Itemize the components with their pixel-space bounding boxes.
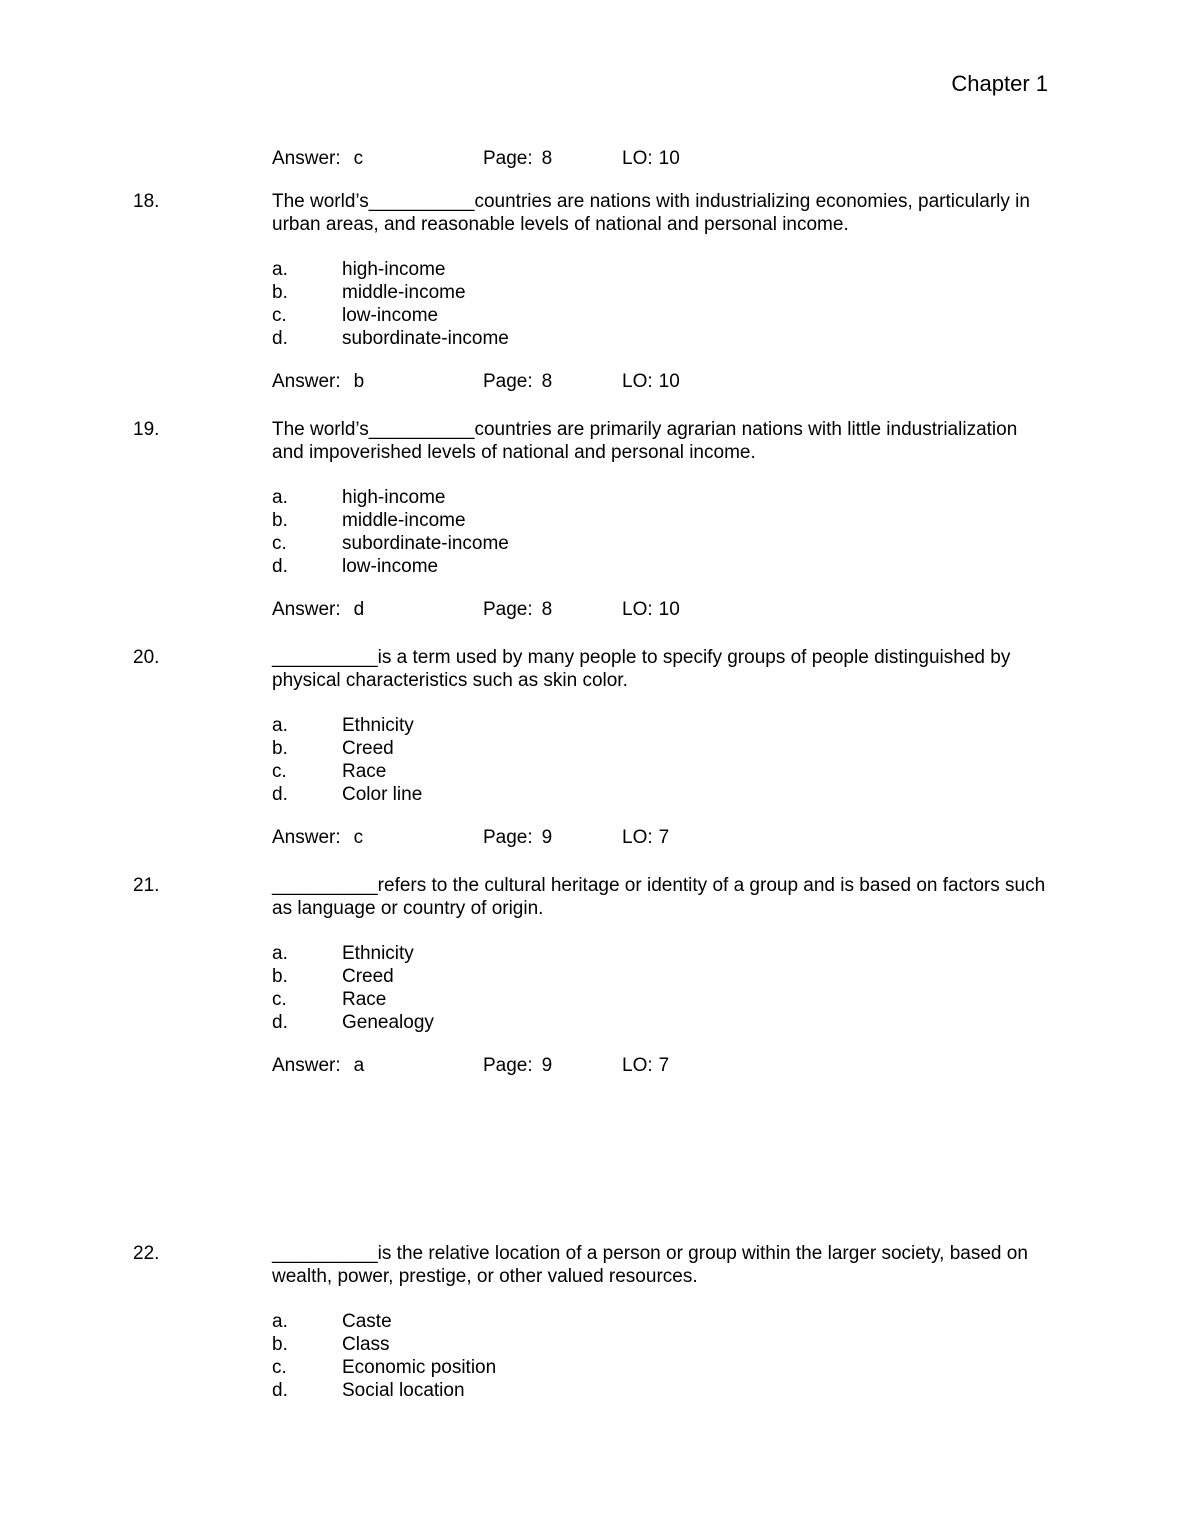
page-label: Page: (483, 148, 533, 169)
lo-label: LO: (622, 827, 653, 848)
option-text: Ethnicity (342, 715, 414, 736)
option-text: Genealogy (342, 1012, 434, 1033)
question-19 (133, 418, 1048, 646)
question-20 (133, 646, 1048, 874)
option-text: Creed (342, 738, 394, 759)
page-label: Page: (483, 827, 533, 848)
option-text: subordinate-income (342, 328, 509, 349)
option-b (272, 737, 1047, 760)
question-number: 21. (133, 875, 160, 896)
option-b (272, 509, 1047, 532)
option-d (272, 783, 1047, 806)
question-number: 22. (133, 1243, 160, 1264)
answer-pair (272, 147, 483, 170)
option-letter: c. (272, 989, 287, 1010)
option-c (272, 532, 1047, 555)
option-letter: d. (272, 556, 288, 577)
answer-row (272, 598, 1047, 621)
question-text: The world’s__________countries are primarily agrarian nations with little industrialization and impoverished levels of national and personal income. (272, 419, 1018, 463)
option-letter: b. (272, 738, 288, 759)
option-text: high-income (342, 259, 446, 280)
option-c (272, 1356, 1047, 1379)
option-text: Economic position (342, 1357, 497, 1378)
question-body (272, 1242, 1047, 1422)
answer-pair (272, 370, 483, 393)
question-22 (133, 1242, 1048, 1422)
lo-label: LO: (622, 371, 653, 392)
lo-pair (622, 826, 669, 849)
option-d (272, 1011, 1047, 1034)
lo-pair (622, 147, 680, 170)
answer-label: Answer: (272, 371, 341, 392)
page-value: 9 (541, 827, 553, 848)
answer-value: c (353, 827, 364, 848)
option-letter: c. (272, 533, 287, 554)
options-list (272, 258, 1047, 350)
lo-value: 10 (658, 371, 680, 392)
page-value: 8 (541, 148, 553, 169)
option-text: middle-income (342, 510, 466, 531)
option-letter: d. (272, 1380, 288, 1401)
option-letter: a. (272, 715, 288, 736)
lo-label: LO: (622, 599, 653, 620)
option-c (272, 304, 1047, 327)
option-text: high-income (342, 487, 446, 508)
option-letter: a. (272, 943, 288, 964)
option-letter: a. (272, 487, 288, 508)
answer-row (272, 1054, 1047, 1077)
option-d (272, 327, 1047, 350)
page-pair (483, 370, 622, 393)
lo-pair (622, 1054, 669, 1077)
question-text: __________is a term used by many people to specify groups of people distinguished by physical characteristics such as skin color. (272, 647, 1011, 691)
option-a (272, 486, 1047, 509)
answer-row (272, 826, 1047, 849)
question-body (272, 190, 1047, 418)
option-d (272, 555, 1047, 578)
page-value: 8 (541, 371, 553, 392)
page-label: Page: (483, 371, 533, 392)
option-text: Caste (342, 1311, 392, 1332)
options-list (272, 942, 1047, 1034)
lo-pair (622, 598, 680, 621)
option-b (272, 281, 1047, 304)
page-pair (483, 147, 622, 170)
answer-pair (272, 1054, 483, 1077)
lo-pair (622, 370, 680, 393)
option-text: low-income (342, 305, 439, 326)
answer-label: Answer: (272, 148, 341, 169)
option-letter: a. (272, 259, 288, 280)
option-letter: b. (272, 1334, 288, 1355)
question-text: __________refers to the cultural heritage or identity of a group and is based on factors such as language or country of origin. (272, 875, 1046, 919)
option-letter: d. (272, 328, 288, 349)
answer-value: c (353, 148, 364, 169)
answer-pair (272, 598, 483, 621)
page-value: 9 (541, 1055, 553, 1076)
page-label: Page: (483, 599, 533, 620)
option-c (272, 988, 1047, 1011)
answer-value: b (353, 371, 365, 392)
lo-value: 10 (658, 148, 680, 169)
option-letter: b. (272, 510, 288, 531)
option-letter: d. (272, 1012, 288, 1033)
option-c (272, 760, 1047, 783)
option-text: Creed (342, 966, 394, 987)
question-text: The world’s__________countries are nations with industrializing economies, particularly in urban areas, and reasonable levels of national and personal income. (272, 191, 1030, 235)
question-18 (133, 190, 1048, 418)
option-text: Race (342, 989, 387, 1010)
page-value: 8 (541, 599, 553, 620)
options-list (272, 1310, 1047, 1402)
option-text: Ethnicity (342, 943, 414, 964)
option-b (272, 1333, 1047, 1356)
answer-value: d (353, 599, 365, 620)
option-text: Social location (342, 1380, 465, 1401)
question-body (272, 874, 1047, 1242)
options-list (272, 486, 1047, 578)
lo-value: 7 (658, 1055, 670, 1076)
question-number: 18. (133, 191, 160, 212)
lo-label: LO: (622, 1055, 653, 1076)
option-text: low-income (342, 556, 439, 577)
option-d (272, 1379, 1047, 1402)
option-a (272, 714, 1047, 737)
option-a (272, 258, 1047, 281)
answer-label: Answer: (272, 599, 341, 620)
option-text: Class (342, 1334, 390, 1355)
lo-value: 7 (658, 827, 670, 848)
option-text: subordinate-income (342, 533, 509, 554)
page-pair (483, 826, 622, 849)
option-text: middle-income (342, 282, 466, 303)
options-list (272, 714, 1047, 806)
option-letter: c. (272, 1357, 287, 1378)
lo-value: 10 (658, 599, 680, 620)
option-a (272, 942, 1047, 965)
question-text: __________is the relative location of a person or group within the larger society, based on wealth, power, prestige, or other valued resources. (272, 1243, 1028, 1287)
option-letter: b. (272, 282, 288, 303)
answer-row (272, 370, 1047, 393)
question-body (272, 646, 1047, 874)
question-body (272, 418, 1047, 646)
option-letter: c. (272, 305, 287, 326)
page-pair (483, 1054, 622, 1077)
answer-label: Answer: (272, 827, 341, 848)
page-pair (483, 598, 622, 621)
option-b (272, 965, 1047, 988)
answer-value: a (353, 1055, 365, 1076)
answer-label: Answer: (272, 1055, 341, 1076)
option-letter: b. (272, 966, 288, 987)
option-letter: d. (272, 784, 288, 805)
option-text: Race (342, 761, 387, 782)
page-label: Page: (483, 1055, 533, 1076)
lo-label: LO: (622, 148, 653, 169)
option-letter: c. (272, 761, 287, 782)
option-a (272, 1310, 1047, 1333)
answer-row (272, 147, 1048, 170)
option-letter: a. (272, 1311, 288, 1332)
question-number: 20. (133, 647, 160, 668)
question-number: 19. (133, 419, 160, 440)
question-21 (133, 874, 1048, 1242)
chapter-header: Chapter 1 (951, 71, 1048, 96)
option-text: Color line (342, 784, 423, 805)
answer-pair (272, 826, 483, 849)
